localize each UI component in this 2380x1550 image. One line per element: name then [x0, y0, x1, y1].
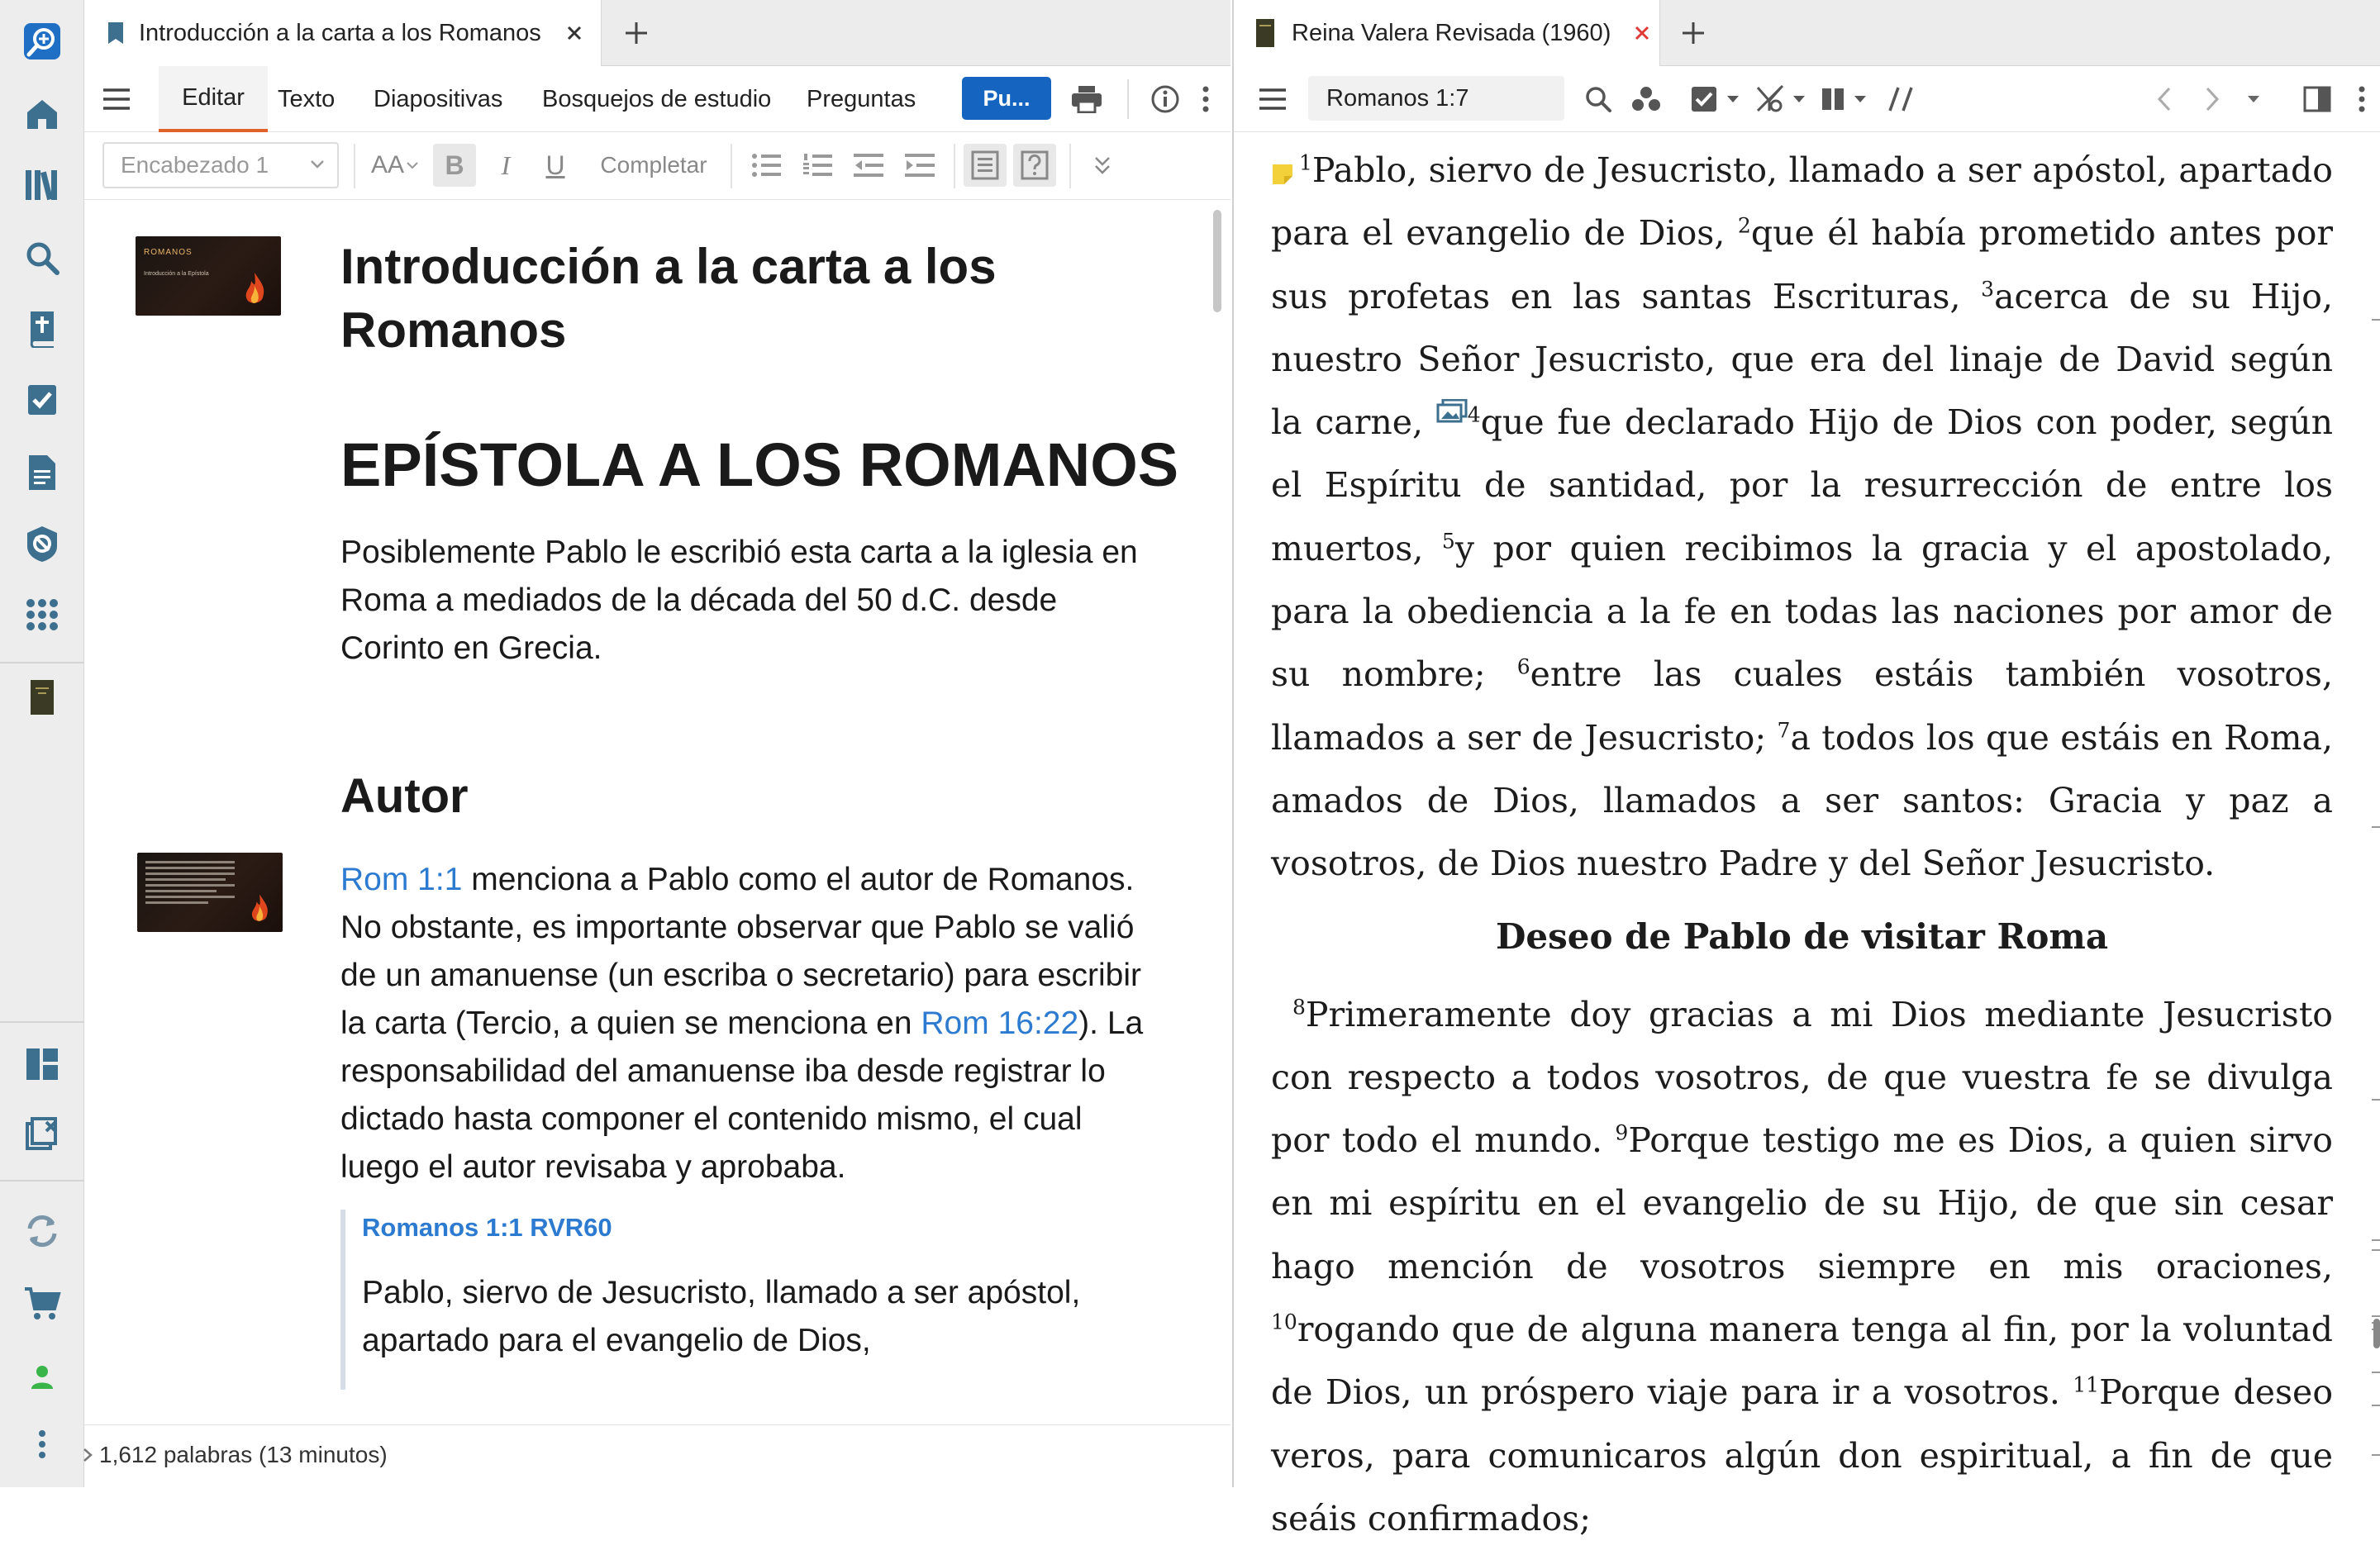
- sync-icon[interactable]: [21, 1210, 64, 1253]
- bible-tab-title: Reina Valera Revisada (1960): [1292, 19, 1611, 46]
- more-options-icon[interactable]: [2358, 66, 2366, 132]
- intro-paragraph: Posiblemente Pablo le escribió esta carta a la iglesia en Roma a mediados de la década del 50 d.C. desde Corinto en Grecia.: [340, 535, 1138, 666]
- verse: $^{11}$Porque deseo veros, para comunicaros algún don espiritual, a fin de que seáis confirmados;: [1271, 1372, 2333, 1538]
- dropdown-arrow-icon[interactable]: [1792, 66, 1806, 132]
- print-icon[interactable]: [1071, 66, 1102, 132]
- bible-scroll-track[interactable]: [2370, 132, 2380, 1487]
- bible-panel: [1232, 0, 2380, 1538]
- font-size-button[interactable]: AA: [367, 144, 423, 187]
- bible-icon[interactable]: [21, 307, 64, 350]
- numbered-list-icon[interactable]: [797, 144, 838, 187]
- publish-button[interactable]: Pu...: [962, 77, 1051, 120]
- verse: $^8$Primeramente doy gracias a mi Dios mediante Jesucristo con respecto a todos vosotros, de que vuestra fe se divulga por todo el mundo.: [1271, 994, 2333, 1161]
- reference-link-rom-1-1[interactable]: Rom 1:1: [340, 862, 463, 897]
- info-icon[interactable]: [1150, 66, 1180, 132]
- rail-divider: [0, 1021, 84, 1023]
- format-divider: [731, 144, 732, 188]
- bible-paragraph: [1271, 983, 2333, 1550]
- more-vertical-icon[interactable]: [21, 1423, 64, 1466]
- bible-paragraph: [1271, 139, 2333, 896]
- format-divider: [354, 144, 355, 188]
- status-bar: [84, 1424, 1230, 1487]
- slide-subtitle: Introducción a la Epístola: [144, 271, 209, 277]
- verse: $^6$entre las cuales estáis también vosotros, llamados a ser de Jesucristo;: [1271, 654, 2334, 758]
- verse: $^2$que él había prometido antes por sus profetas en las santas Escrituras,: [1271, 213, 2333, 316]
- bible-book-icon: [1255, 18, 1275, 48]
- rail-divider: [0, 662, 84, 663]
- menu-texto[interactable]: Texto: [278, 85, 336, 112]
- verse: $^{10}$rogando que de alguna manera tenga al fin, por la voluntad de Dios, un próspero viaje para ir a vosotros.: [1271, 1310, 2333, 1413]
- note-icon[interactable]: [1271, 161, 1296, 186]
- flame-icon: [248, 892, 271, 925]
- complete-button[interactable]: Completar: [600, 152, 707, 178]
- verse: $^7$a todos los que estáis en Roma, amados de Dios, llamados a ser santos: Gracia y paz a vosotros, de Dios nuestro Padre y del Señor Jesucristo.: [1271, 717, 2333, 884]
- quote-text: Pablo, siervo de Jesucristo, llamado a ser apóstol, apartado para el evangelio de Dios,: [362, 1275, 1081, 1358]
- quote-bar: [340, 1210, 345, 1390]
- columns-icon[interactable]: [1821, 66, 1845, 132]
- history-back-icon[interactable]: [2156, 66, 2173, 132]
- library-icon[interactable]: [21, 164, 64, 207]
- quote-reference[interactable]: Romanos 1:1 RVR60: [362, 1213, 612, 1242]
- document-icon[interactable]: [21, 451, 64, 494]
- right-tab-bar: [1234, 0, 2380, 66]
- flame-icon: [241, 271, 268, 307]
- bold-button[interactable]: B: [433, 144, 476, 187]
- block-format-icon[interactable]: [964, 144, 1007, 187]
- rail-divider: [0, 1180, 84, 1182]
- cart-icon[interactable]: [21, 1282, 64, 1325]
- chevron-down-icon: [309, 155, 326, 172]
- indent-icon[interactable]: [899, 144, 940, 187]
- left-tab-bar: [84, 0, 1230, 66]
- format-divider: [954, 144, 955, 188]
- italic-button[interactable]: I: [501, 150, 511, 180]
- close-panels-icon[interactable]: [21, 1112, 64, 1155]
- bible-text[interactable]: [1271, 139, 2333, 1550]
- slide-text-lines: [145, 861, 235, 904]
- open-book-icon[interactable]: [21, 676, 64, 719]
- panel-menu-icon[interactable]: [102, 66, 131, 132]
- author-heading: Autor: [340, 769, 469, 823]
- question-block-icon[interactable]: [1013, 144, 1056, 187]
- expand-toolbar-icon[interactable]: [1081, 144, 1124, 187]
- bible-tab[interactable]: [1234, 0, 1660, 66]
- more-options-icon[interactable]: [1202, 66, 1210, 132]
- search-icon[interactable]: [1584, 66, 1612, 132]
- toolbar-divider: [1127, 79, 1129, 119]
- close-tab-icon[interactable]: [566, 25, 583, 41]
- user-icon[interactable]: [21, 1355, 64, 1398]
- media-icon[interactable]: [1436, 399, 1468, 424]
- close-tab-icon[interactable]: [1634, 25, 1650, 41]
- panel-menu-icon[interactable]: [1259, 66, 1287, 132]
- word-count: 1,612 palabras (13 minutos): [99, 1442, 388, 1467]
- section-heading: Deseo de Pablo de visitar Roma: [1495, 915, 2109, 957]
- add-tab-icon[interactable]: [1672, 12, 1715, 55]
- reading-plan-icon[interactable]: [21, 378, 64, 421]
- layouts-icon[interactable]: [21, 1043, 64, 1086]
- document-tab-icon: [107, 21, 124, 45]
- document-toolbar: [84, 66, 1230, 132]
- underline-button[interactable]: U: [545, 150, 565, 180]
- add-tab-icon[interactable]: [615, 12, 658, 55]
- split-view-icon[interactable]: [2303, 66, 2331, 132]
- document-panel: [84, 0, 1230, 1487]
- verse: $^9$Porque testigo me es Dios, a quien sirvo en mi espíritu en el evangelio de su Hijo, de que sin cesar hago mención de vosotros siempre en mis oraciones,: [1271, 1120, 2333, 1286]
- format-divider: [1069, 144, 1071, 188]
- bullet-list-icon[interactable]: [745, 144, 787, 187]
- app-rail: [0, 0, 84, 1487]
- document-scrollbar[interactable]: [1213, 210, 1221, 312]
- menu-diapositivas[interactable]: Diapositivas: [374, 85, 503, 112]
- dropdown-arrow-icon[interactable]: [1854, 66, 1867, 132]
- slide-thumbnail[interactable]: [136, 236, 281, 316]
- reference-link-rom-16-22[interactable]: Rom 16:22: [921, 1006, 1079, 1041]
- reading-plan-icon[interactable]: [1690, 66, 1718, 132]
- menu-editar[interactable]: Editar: [159, 66, 268, 132]
- verse: $^5$y por quien recibimos la gracia y el apostolado, para la obediencia a la fe en todas las naciones por amor de su nombre;: [1271, 528, 2333, 695]
- bible-scroll-thumb[interactable]: [2373, 1319, 2380, 1348]
- app-logo-icon[interactable]: [21, 20, 64, 63]
- reference-input[interactable]: Romanos 1:7: [1308, 76, 1564, 121]
- visual-filter-icon[interactable]: [1754, 66, 1786, 132]
- verse: $^3$acerca de su Hijo, nuestro Señor Jesucristo, que era del linaje de David según la carne,: [1271, 276, 2333, 443]
- history-forward-icon[interactable]: [2204, 66, 2221, 132]
- search-icon[interactable]: [21, 236, 64, 279]
- slide-title: ROMANOS: [144, 248, 193, 257]
- outdent-icon[interactable]: [848, 144, 889, 187]
- document-body[interactable]: [84, 200, 1230, 1424]
- author-paragraph: Rom 1:1 menciona a Pablo como el autor de Romanos. No obstante, es importante observar que Pablo se valió de un amanuense (un escriba o secretario) para escribir la carta (Tercio, a quien se menciona en Rom 16:22). La responsabilidad del amanuense iba desde registrar lo dictado hasta componer el contenido mismo, el cual luego el autor revisaba y aprobaba.: [340, 862, 1144, 1185]
- menu-bosquejos[interactable]: Bosquejos de estudio: [542, 85, 772, 112]
- format-toolbar: [84, 132, 1230, 200]
- menu-preguntas[interactable]: Preguntas: [807, 85, 916, 112]
- document-title: Introducción a la carta a los Romanos: [340, 239, 997, 358]
- document-tab[interactable]: [84, 0, 602, 66]
- section-heading: EPÍSTOLA A LOS ROMANOS: [340, 430, 1179, 499]
- home-icon[interactable]: [21, 93, 64, 136]
- bible-toolbar: [1234, 66, 2380, 132]
- history-dropdown-icon[interactable]: [2247, 66, 2260, 132]
- dropdown-arrow-icon[interactable]: [1726, 66, 1740, 132]
- expand-arrow-icon[interactable]: [81, 1447, 94, 1463]
- guide-icon[interactable]: [21, 522, 64, 565]
- verse: $^4$que fue declarado Hijo de Dios con poder, según el Espíritu de santidad, por la resurrección de entre los muertos,: [1271, 402, 2333, 568]
- slide-thumbnail-2[interactable]: [137, 853, 283, 932]
- parallel-resources-icon[interactable]: [1630, 66, 1662, 132]
- paragraph-style-select[interactable]: Encabezado 1: [102, 142, 339, 188]
- parallel-slash-icon[interactable]: [1888, 66, 1913, 132]
- apps-grid-icon[interactable]: [21, 593, 64, 636]
- verse: $^1$Pablo, siervo de Jesucristo, llamado a ser apóstol, apartado para el evangelio de Dios,: [1271, 150, 2333, 254]
- document-tab-title: Introducción a la carta a los Romanos: [139, 19, 541, 46]
